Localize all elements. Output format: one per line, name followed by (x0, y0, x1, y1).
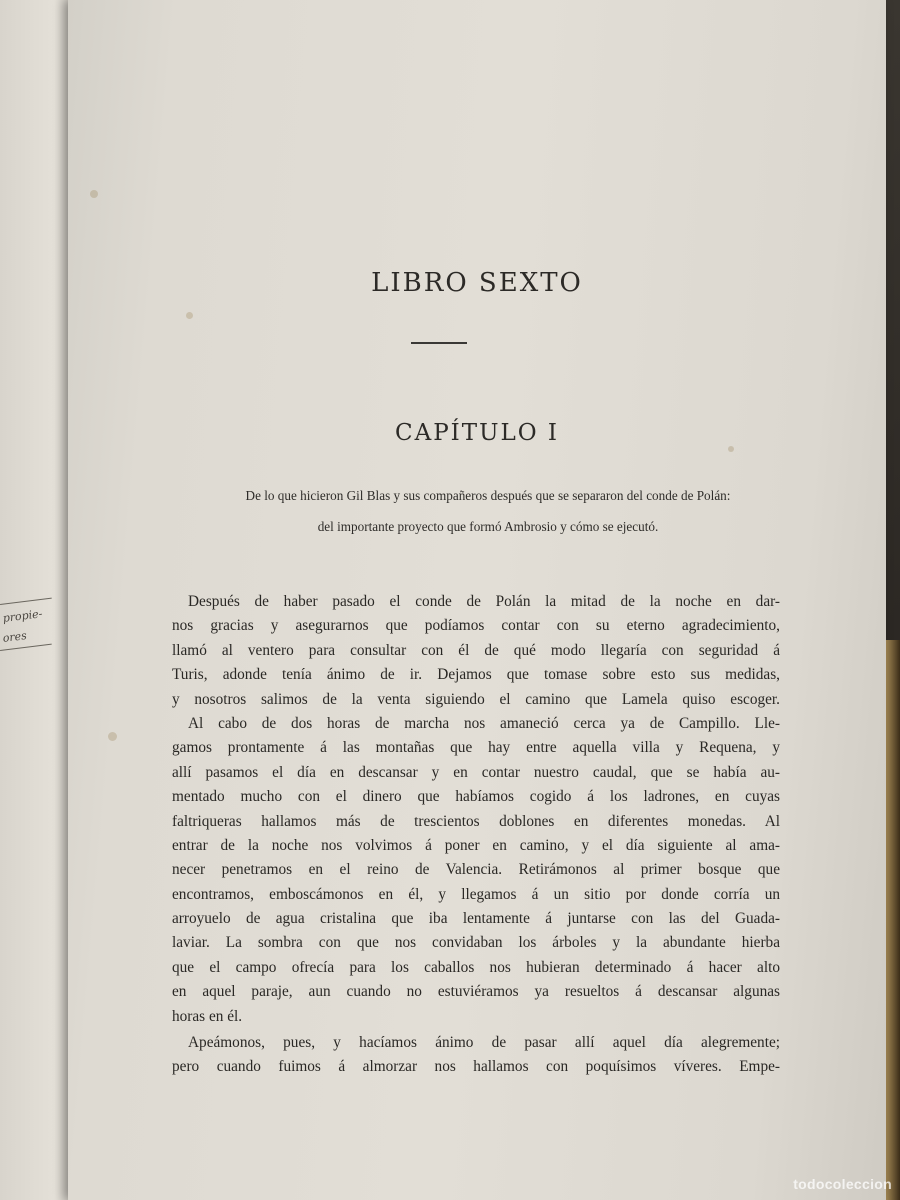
chapter-summary (138, 480, 838, 542)
body-line: necer penetramos en el reino de Valencia. Retirámonos al primer bosque que (172, 861, 780, 879)
body-line: llamó al ventero para consultar con él de qué modo llegaría con seguridad á (172, 641, 780, 659)
body-line: arroyuelo de agua cristalina que iba lentamente á juntarse con las del Guada- (172, 910, 780, 928)
body-line: pero cuando fuimos á almorzar nos hallamos con poquísimos víveres. Empe- (172, 1058, 780, 1076)
body-line: horas en él. (172, 1007, 243, 1025)
body-line: laviar. La sombra con que nos convidaban los árboles y la abundante hierba (172, 934, 780, 952)
paper-stain (108, 732, 117, 741)
page-fragment-text: propie- (2, 607, 44, 625)
watermark: todocoleccion (793, 1176, 892, 1192)
body-line: gamos prontamente á las montañas que hay entre aquella villa y Requena, y (172, 739, 780, 757)
body-line: nos gracias y asegurarnos que podíamos contar con su eterno agradecimiento, (172, 617, 780, 635)
book-page (68, 0, 886, 1200)
body-line: mentado mucho con el dinero que habíamos cogido á los ladrones, en cuyas (172, 788, 780, 806)
body-line: allí pasamos el día en descansar y en contar nuestro caudal, que se había au- (172, 763, 780, 781)
summary-line: De lo que hicieron Gil Blas y sus compañeros después que se separaron del conde de Polán: (245, 488, 731, 503)
body-line: entrar de la noche nos volvimos á poner en camino, y el día siguiente al ama- (172, 836, 780, 854)
body-line: Después de haber pasado el conde de Polán la mitad de la noche en dar- (188, 593, 780, 610)
body-line: faltriqueras hallamos más de trescientos doblones en diferentes monedas. Al (172, 812, 780, 830)
chapter-title: CAPÍTULO I (394, 420, 560, 446)
body-line: encontramos, emboscámonos en él, y llegamos á un sitio por donde corría un (172, 885, 780, 903)
chapter-body (172, 590, 780, 1080)
previous-page-edge (0, 0, 78, 1200)
book-title: LIBRO SEXTO (371, 268, 583, 298)
margin-rule (0, 598, 52, 605)
title-divider (411, 342, 467, 344)
summary-line: del importante proyecto que formó Ambrosio y cómo se ejecutó. (317, 519, 659, 534)
margin-rule (0, 644, 52, 651)
paper-stain (90, 190, 98, 198)
body-line: que el campo ofrecía para los caballos nos hubieran determinado á hacer alto (172, 958, 780, 976)
page-fragment-text: ores (2, 629, 28, 645)
body-line: y nosotros salimos de la venta siguiendo el camino que Lamela quiso escoger. (172, 690, 780, 708)
body-line: Turis, adonde tenía ánimo de ir. Dejamos que tomase sobre esto sus medidas, (172, 666, 780, 684)
paper-stain (186, 312, 193, 319)
body-line: en aquel paraje, aun cuando no estuviéramos ya resueltos á descansar algunas (172, 983, 780, 1001)
body-line: Apeámonos, pues, y hacíamos ánimo de pasar allí aquel día alegremente; (188, 1034, 780, 1052)
paper-stain (728, 446, 734, 452)
body-line: Al cabo de dos horas de marcha nos amaneció cerca ya de Campillo. Lle- (188, 714, 780, 732)
